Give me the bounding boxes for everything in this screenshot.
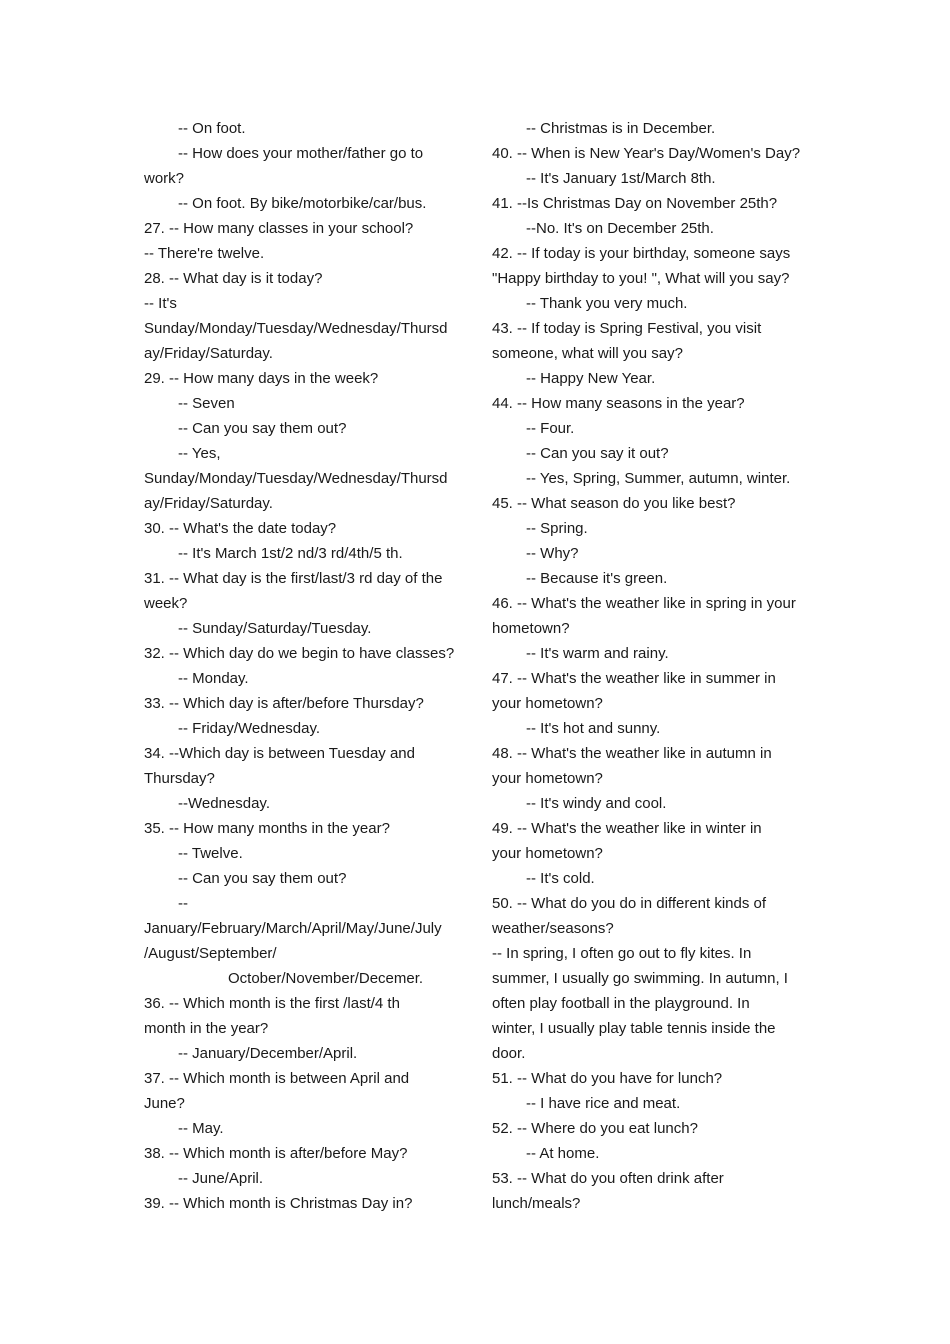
text-line: 33. -- Which day is after/before Thursday? — [144, 695, 424, 712]
text-line: 32. -- Which day do we begin to have classes? — [144, 645, 455, 662]
left-column — [144, 116, 462, 1216]
text-line: October/November/Decemer. — [228, 970, 424, 987]
text-line: 45. -- What season do you like best? — [492, 495, 736, 512]
text-line: 41. --Is Christmas Day on November 25th? — [492, 195, 778, 212]
text-line: /August/September/ — [144, 945, 277, 962]
text-line: someone, what will you say? — [492, 345, 683, 362]
text-line: 28. -- What day is it today? — [144, 270, 323, 287]
text-line: winter, I usually play table tennis inside the — [492, 1020, 776, 1037]
text-line: -- Happy New Year. — [526, 370, 656, 387]
text-line: -- In spring, I often go out to fly kites. In — [492, 945, 752, 962]
text-line: -- It's warm and rainy. — [526, 645, 669, 662]
text-line: lunch/meals? — [492, 1195, 581, 1212]
text-line: -- Friday/Wednesday. — [178, 720, 320, 737]
text-line: your hometown? — [492, 770, 603, 787]
text-line: -- On foot. By bike/motorbike/car/bus. — [178, 195, 427, 212]
text-line: 38. -- Which month is after/before May? — [144, 1145, 408, 1162]
text-line: -- — [178, 895, 188, 912]
text-line: 36. -- Which month is the first /last/4 th — [144, 995, 400, 1012]
text-line: Sunday/Monday/Tuesday/Wednesday/Thursd — [144, 470, 448, 487]
text-line: -- Can you say them out? — [178, 420, 347, 437]
text-line: -- Yes, — [178, 445, 221, 462]
text-line: -- On foot. — [178, 120, 246, 137]
text-line: -- Can you say it out? — [526, 445, 669, 462]
right-column — [492, 116, 810, 1216]
text-line: June? — [144, 1095, 185, 1112]
text-line: week? — [144, 595, 188, 612]
text-line: -- June/April. — [178, 1170, 264, 1187]
text-line: 50. -- What do you do in different kinds of — [492, 895, 767, 912]
text-line: 46. -- What's the weather like in spring in your — [492, 595, 796, 612]
text-line: 52. -- Where do you eat lunch? — [492, 1120, 698, 1137]
text-line: 47. -- What's the weather like in summer in — [492, 670, 776, 687]
text-line: work? — [144, 170, 185, 187]
text-line: -- Thank you very much. — [526, 295, 688, 312]
text-line: summer, I usually go swimming. In autumn, I — [492, 970, 788, 987]
text-line: -- Sunday/Saturday/Tuesday. — [178, 620, 372, 637]
text-line: 39. -- Which month is Christmas Day in? — [144, 1195, 413, 1212]
text-line: 30. -- What's the date today? — [144, 520, 337, 537]
text-line: -- Twelve. — [178, 845, 243, 862]
text-line: -- It's March 1st/2 nd/3 rd/4th/5 th. — [178, 545, 403, 562]
text-line: 43. -- If today is Spring Festival, you visit — [492, 320, 762, 337]
text-line: Thursday? — [144, 770, 215, 787]
text-line: 44. -- How many seasons in the year? — [492, 395, 745, 412]
text-line: 31. -- What day is the first/last/3 rd day of the — [144, 570, 443, 587]
text-line: 40. -- When is New Year's Day/Women's Day? — [492, 145, 801, 162]
text-line: 35. -- How many months in the year? — [144, 820, 390, 837]
text-line: -- At home. — [526, 1145, 600, 1162]
text-line: -- Can you say them out? — [178, 870, 347, 887]
text-line: weather/seasons? — [492, 920, 614, 937]
text-line: hometown? — [492, 620, 570, 637]
text-line: -- It's cold. — [526, 870, 595, 887]
text-line: "Happy birthday to you! ", What will you say? — [492, 270, 790, 287]
text-line: -- It's — [144, 295, 177, 312]
text-line: Sunday/Monday/Tuesday/Wednesday/Thursd — [144, 320, 448, 337]
text-line: 27. -- How many classes in your school? — [144, 220, 414, 237]
text-line: 42. -- If today is your birthday, someone says — [492, 245, 791, 262]
text-line: --No. It's on December 25th. — [526, 220, 714, 237]
text-line: 53. -- What do you often drink after — [492, 1170, 724, 1187]
text-line: -- Four. — [526, 420, 575, 437]
text-line: ay/Friday/Saturday. — [144, 345, 273, 362]
text-line: --Wednesday. — [178, 795, 270, 812]
text-line: -- It's January 1st/March 8th. — [526, 170, 716, 187]
text-line: -- How does your mother/father go to — [178, 145, 424, 162]
text-line: often play football in the playground. In — [492, 995, 750, 1012]
text-line: -- Seven — [178, 395, 235, 412]
text-line: month in the year? — [144, 1020, 269, 1037]
text-line: -- It's hot and sunny. — [526, 720, 661, 737]
text-line: -- I have rice and meat. — [526, 1095, 681, 1112]
text-line: 34. --Which day is between Tuesday and — [144, 745, 415, 762]
text-line: -- January/December/April. — [178, 1045, 358, 1062]
text-line: 51. -- What do you have for lunch? — [492, 1070, 723, 1087]
text-line: -- There're twelve. — [144, 245, 265, 262]
text-line: -- Why? — [526, 545, 579, 562]
text-line: -- It's windy and cool. — [526, 795, 667, 812]
text-line: 48. -- What's the weather like in autumn in — [492, 745, 772, 762]
text-line: your hometown? — [492, 845, 603, 862]
text-line: -- Spring. — [526, 520, 588, 537]
text-line: 49. -- What's the weather like in winter in — [492, 820, 762, 837]
text-line: ay/Friday/Saturday. — [144, 495, 273, 512]
text-line: 37. -- Which month is between April and — [144, 1070, 410, 1087]
text-line: 29. -- How many days in the week? — [144, 370, 379, 387]
text-line: -- May. — [178, 1120, 224, 1137]
text-line: your hometown? — [492, 695, 603, 712]
text-line: -- Monday. — [178, 670, 249, 687]
text-line: January/February/March/April/May/June/July — [144, 920, 442, 937]
text-line: door. — [492, 1045, 526, 1062]
text-line: -- Christmas is in December. — [526, 120, 716, 137]
text-line: -- Yes, Spring, Summer, autumn, winter. — [526, 470, 791, 487]
text-line: -- Because it's green. — [526, 570, 668, 587]
